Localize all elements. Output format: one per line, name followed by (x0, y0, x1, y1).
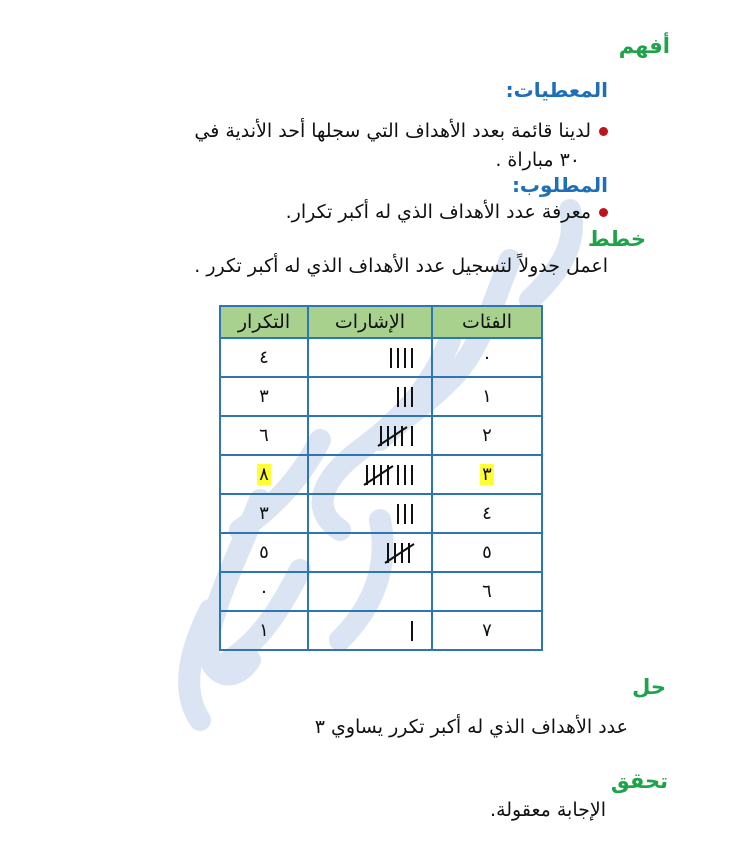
tally-marks (408, 617, 423, 645)
section-plan: خطط (587, 227, 646, 251)
table-row (220, 455, 542, 494)
givens-line2: ٣٠ مباراة . (495, 149, 580, 171)
tally-cell (308, 611, 432, 650)
frequency-cell (220, 455, 308, 494)
frequency-cell (220, 416, 308, 455)
tally-cell (308, 533, 432, 572)
category-cell (432, 416, 542, 455)
bullet-icon (599, 127, 608, 136)
tally-marks (394, 383, 423, 411)
tally-marks (363, 461, 423, 489)
category-value: ٦ (482, 581, 492, 602)
section-understand: أفهم (618, 34, 670, 58)
tally-cell (308, 416, 432, 455)
frequency-value: ٣ (259, 503, 269, 524)
frequency-value: ٣ (259, 386, 269, 407)
table-row (220, 572, 542, 611)
frequency-value: ٤ (259, 347, 269, 368)
table-row (220, 377, 542, 416)
plan-text: اعمل جدولاً لتسجيل عدد الأهداف الذي له أكبر تكرر . (194, 255, 608, 277)
frequency-cell (220, 494, 308, 533)
solve-text: عدد الأهداف الذي له أكبر تكرر يساوي ٣ (314, 716, 628, 738)
frequency-value: ١ (259, 620, 269, 641)
category-cell (432, 533, 542, 572)
tally-cell (308, 338, 432, 377)
frequency-table (219, 305, 543, 651)
category-cell (432, 611, 542, 650)
category-value: ٠ (482, 347, 492, 368)
tally-marks (394, 500, 423, 528)
category-value: ٧ (482, 620, 492, 641)
category-cell (432, 455, 542, 494)
tally-marks (384, 539, 423, 567)
required-heading: المطلوب: (511, 173, 608, 197)
table-row (220, 611, 542, 650)
category-value: ١ (482, 386, 492, 407)
givens-line1: لدينا قائمة بعدد الأهداف التي سجلها أحد الأندية في (194, 120, 591, 142)
header-frequency: التكرار (220, 306, 308, 338)
frequency-cell (220, 611, 308, 650)
frequency-cell (220, 338, 308, 377)
category-cell (432, 338, 542, 377)
category-value: ٤ (482, 503, 492, 524)
frequency-cell (220, 377, 308, 416)
check-text: الإجابة معقولة. (490, 799, 606, 821)
givens-item (194, 120, 608, 142)
tally-cell (308, 455, 432, 494)
required-line: معرفة عدد الأهداف الذي له أكبر تكرار. (285, 201, 591, 223)
bullet-icon (599, 208, 608, 217)
category-value: ٥ (482, 542, 492, 563)
frequency-value: ٨ (259, 464, 269, 485)
header-tally: الإشارات (308, 306, 432, 338)
header-categories: الفئات (432, 306, 542, 338)
table-header-row (220, 306, 542, 338)
frequency-value: ٠ (259, 581, 269, 602)
category-cell (432, 494, 542, 533)
table-row (220, 416, 542, 455)
frequency-value: ٦ (259, 425, 269, 446)
tally-cell (308, 494, 432, 533)
tally-cell (308, 377, 432, 416)
category-cell (432, 377, 542, 416)
frequency-cell (220, 533, 308, 572)
table-row (220, 494, 542, 533)
table-row (220, 338, 542, 377)
category-cell (432, 572, 542, 611)
tally-cell (308, 572, 432, 611)
tally-marks (377, 422, 423, 450)
frequency-value: ٥ (259, 542, 269, 563)
section-check: تحقق (610, 769, 668, 793)
tally-marks (387, 344, 423, 372)
frequency-cell (220, 572, 308, 611)
section-solve: حل (632, 675, 666, 699)
category-value: ٢ (482, 425, 492, 446)
required-item (286, 201, 608, 223)
table-row (220, 533, 542, 572)
category-value: ٣ (482, 464, 492, 485)
givens-heading: المعطيات: (505, 78, 608, 102)
